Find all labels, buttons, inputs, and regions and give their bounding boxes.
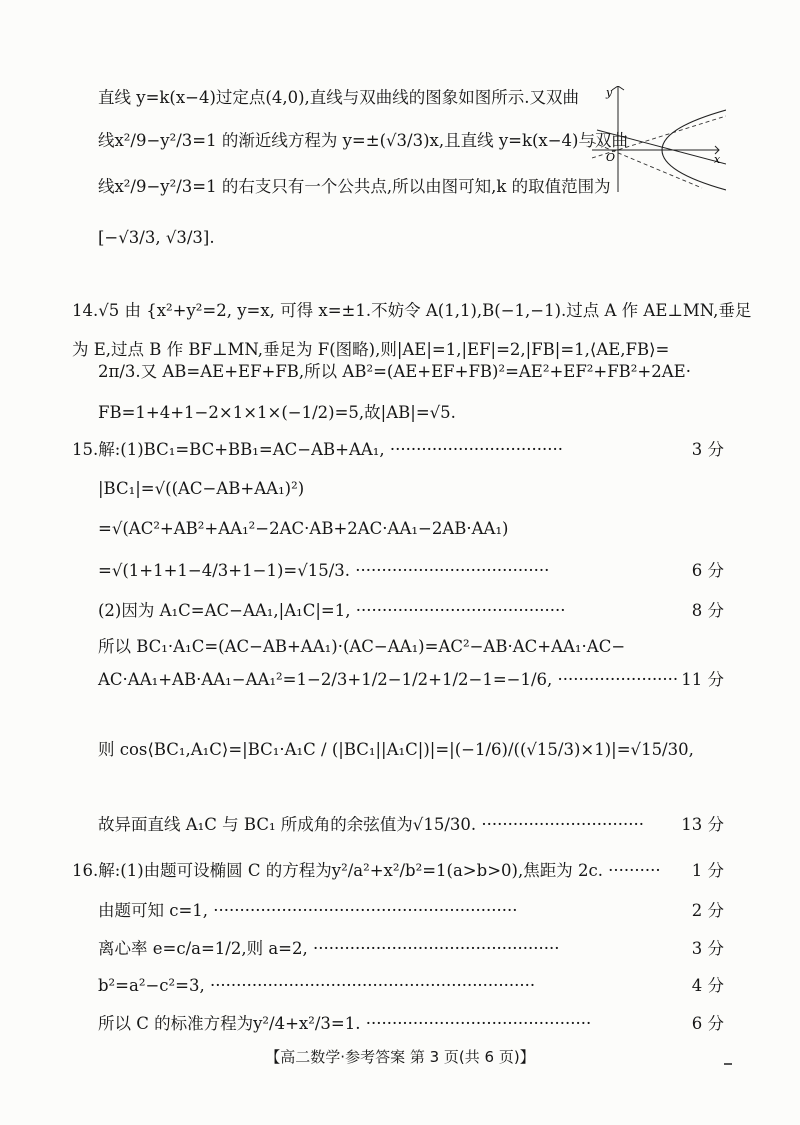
x-axis-label: x [714, 153, 721, 166]
line-y-k-x-4 [597, 130, 726, 164]
score-label: 3 分 [691, 440, 724, 459]
problem-14-line: 2π/3.又 AB=AE+EF+FB,所以 AB²=(AE+EF+FB)²=AE²+EF²+FB²+2AE· [98, 362, 691, 381]
score-label: 2 分 [691, 901, 724, 920]
problem-15-line: 15.解:(1)BC₁=BC+BB₁=AC−AB+AA₁, ································· [72, 440, 563, 459]
score-label: 8 分 [691, 601, 724, 620]
problem-15-line: AC·AA₁+AB·AA₁−AA₁²=1−2/3+1/2−1/2+1/2−1=−1/6, ······················· [98, 670, 679, 689]
score-label: 3 分 [691, 939, 724, 958]
corner-mark [724, 1063, 732, 1065]
problem-15-line: 则 cos⟨BC₁,A₁C⟩=|BC₁·A₁C / (|BC₁||A₁C|)|=|(−1/6)/((√15/3)×1)|=√15/30, [98, 740, 694, 759]
text-line: [−√3/3, √3/3]. [98, 228, 215, 247]
text-line: 线x²/9−y²/3=1 的右支只有一个公共点,所以由图可知,k 的取值范围为 [98, 177, 611, 196]
score-label: 6 分 [691, 561, 724, 580]
problem-14-line: 14.√5 由 {x²+y²=2, y=x, 可得 x=±1.不妨令 A(1,1),B(−1,−1).过点 A 作 AE⊥MN,垂足 [72, 301, 752, 320]
problem-16-line: 所以 C 的标准方程为y²/4+x²/3=1. ··········································· [98, 1014, 592, 1033]
text-line: 直线 y=k(x−4)过定点(4,0),直线与双曲线的图象如图所示.又双曲 [98, 88, 579, 107]
score-label: 13 分 [681, 815, 724, 834]
problem-15-line: =√(AC²+AB²+AA₁²−2AC·AB+2AC·AA₁−2AB·AA₁) [98, 519, 509, 538]
score-label: 6 分 [691, 1014, 724, 1033]
problem-15-line: =√(1+1+1−4/3+1−1)=√15/3. ····································· [98, 561, 550, 580]
problem-15-line: |BC₁|=√((AC−AB+AA₁)²) [98, 479, 305, 498]
text-line: 线x²/9−y²/3=1 的渐近线方程为 y=±(√3/3)x,且直线 y=k(x−4)与双曲 [98, 131, 628, 150]
score-label: 1 分 [691, 861, 724, 880]
problem-15-line: (2)因为 A₁C=AC−AA₁,|A₁C|=1, ········································ [98, 601, 566, 620]
hyperbola-figure [592, 86, 726, 196]
problem-15-line: 所以 BC₁·A₁C=(AC−AB+AA₁)·(AC−AA₁)=AC²−AB·AC+AA₁·AC− [98, 637, 626, 656]
page-footer: 【高二数学·参考答案 第 3 页(共 6 页)】 [265, 1048, 535, 1066]
asymptote-line [592, 142, 702, 188]
problem-16-line: 离心率 e=c/a=1/2,则 a=2, ··············································· [98, 939, 560, 958]
y-axis-label: y [606, 86, 613, 99]
score-label: 11 分 [681, 670, 724, 689]
problem-14-line: 为 E,过点 B 作 BF⊥MN,垂足为 F(图略),则|AE|=1,|EF|=2,|FB|=1,⟨AE,FB⟩= [72, 340, 670, 359]
origin-label: O [606, 151, 616, 164]
problem-16-line: 由题可知 c=1, ·························································· [98, 901, 518, 920]
problem-15-line: 故异面直线 A₁C 与 BC₁ 所成角的余弦值为√15/30. ······························· [98, 815, 644, 834]
problem-16-line: b²=a²−c²=3, ······························································ [98, 976, 536, 995]
problem-14-line: FB=1+4+1−2×1×1×(−1/2)=5,故|AB|=√5. [98, 403, 456, 422]
problem-16-line: 16.解:(1)由题可设椭圆 C 的方程为y²/a²+x²/b²=1(a>b>0),焦距为 2c. ·········· [72, 861, 661, 880]
score-label: 4 分 [691, 976, 724, 995]
